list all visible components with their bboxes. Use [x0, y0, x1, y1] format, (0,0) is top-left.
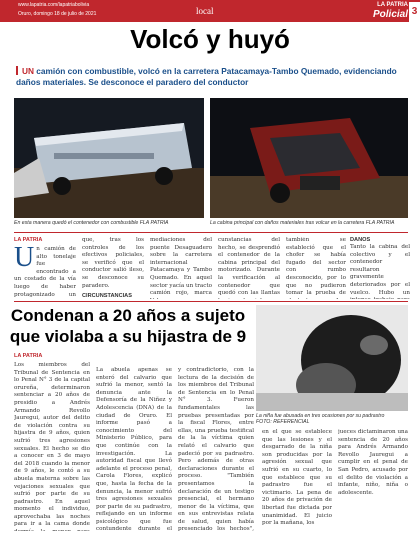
brand-section: Policial [372, 9, 408, 20]
story2-title: Condenan a 20 años a sujeto que violaba a su hijastra de 9 [9, 306, 247, 346]
story2-col2 [96, 367, 172, 531]
lead-prefix: UN [22, 66, 34, 76]
lead-text: camión con combustible, volcó en la carretera Patacamaya-Tambo Quemado, evidenciando daños materiales. Se desconoce el paradero del conductor [16, 66, 397, 87]
story1-col4-text: cunstancias del hecho, se desprendió el contenedor de la cabina principal del motorizado. Durante la verificación al contenedor que quedó con las llantas [218, 237, 280, 297]
story2-col5-text: jueces dictaminaron una sentencia de 20 años para Andrés Armando Revollo Jauregui a cumplir en el penal de San Pedro, acusado por el delito de violación a infante, niño, niña o adolescente. [338, 429, 408, 496]
caption-right [210, 220, 410, 226]
divider-mid [14, 301, 408, 302]
story2-col3 [178, 367, 254, 531]
caption-girl-credit: FOTO: REFERENCIAL [256, 419, 310, 425]
caption-left-text: En esta manera quedó el contenedor con combustible [14, 220, 139, 226]
brand-name: LA PATRIA [377, 2, 408, 8]
story1-col1-text: n camión de alto tonelaje fue encontrado a un costado de la vía luego de haber protagonizado un [14, 246, 76, 298]
page-number: 3 [409, 2, 420, 22]
caption-girl-text: La niña fue abusada en tres ocasiones por su padrastro [256, 413, 385, 419]
story1-col2 [82, 237, 144, 299]
photo-damaged-cab [210, 98, 408, 218]
story1-title: Volcó y huyó [130, 24, 290, 54]
story1-col4 [218, 237, 280, 299]
divider-top [14, 232, 408, 233]
story2-col1-text: Los miembros del Tribunal de Sentencia en lo Penal N° 3 de la capital orureña, determinaron sentenciar a 20 años de presidio a Andrés Armando Revollo Jauregui, autor del delito de violación contra su hijastra de 9 años, quien sufrió tres agresiones sexuales. El hecho se dio a conocer en 3 de mayo del 2018 cuando la menor de 9 años, le contó a su abuela materna sobre las vejaciones sexuales que sufrió por parte de su padrastro. En aquel momento el individuo, aprovechaba las noches para ir a la cama donde [14, 362, 90, 528]
story1-col3 [150, 237, 212, 299]
caption-girl [256, 413, 408, 425]
page-header [0, 0, 420, 22]
story1-col6 [350, 237, 410, 299]
story2-col5 [338, 429, 408, 531]
subhead-circunstancias: CIRCUNSTANCIAS [82, 293, 132, 299]
story1-col5-text: también se estableció que el chofer se había fugado del sector con rumbo desconocido, por lo que no pudieron tomar la prueba de [286, 237, 346, 297]
caption-left-credit: FLA PATRIA [139, 220, 169, 226]
section-label: local [196, 6, 214, 16]
photo-girl [256, 305, 408, 411]
story1-col2-text: que, tras los controles de los efectivos policiales, se verificó que el conductor salió ileso, se desconoce su paradero. [82, 237, 144, 289]
story1-col3-text: mediaciones del puente Desaguadero sobre la carretera internacional Patacamaya y Tambo Quemado. En aquel sector yacía un tracto camión rojo, marca [150, 237, 212, 297]
site-url: www.lapatria.com/lapatriabolivia [18, 2, 90, 8]
caption-right-credit: FLA PATRIA [365, 220, 395, 226]
story2-col3-text: y contradictorio, con la lectura de la decisión de los miembros del Tribunal de Sentencia en lo Penal N° 3. Fueron fundamentales las pruebas presentadas por la fiscal Flores, entre ellas, una prueba testifical de la la víctima quien relató el calvario que padeció por su padrastro. Pero además de otras declaraciones durante el proceso. "También presentamos la declaración de un testigo presencial, el hermano menor de la víctima, que en sus entrevistas relata de salud, quien había presenciado los hechos", [178, 367, 254, 531]
caption-right-text: La cabina principal con daños materiales tras volcar en la carretera [210, 220, 365, 226]
issue-date: Oruro, domingo 18 de julio de 2021 [18, 11, 97, 17]
story2-col2-text: La abuela apenas se enteró del calvario que sufrió la menor, sentó la denuncia ante la Defensoría de la Niñez y Adolescencia (DNA) de la ciudad de Oruro. El informe pasó a conocimiento del Ministerio Público, para que continúe con la investigación. La autoridad fiscal que llevó adelante el proceso penal, Carola Flores, explicó que, hasta la fecha de la denuncia, la menor sufrió tres agresiones sexuales por parte de su padrastro, reflejando en un informe psicológico que fue contundente durante el [96, 367, 172, 531]
story2-byline: LA PATRIA [14, 353, 43, 359]
story1-col1 [14, 237, 76, 299]
lead-bar-icon [16, 66, 18, 75]
story2-col1 [14, 353, 90, 531]
story2-col4 [262, 429, 332, 531]
photo-overturned-tanker [14, 98, 204, 218]
story1-col6-text: Tanto la cabina del colectivo y el contenedor resultaron gravemente deteriorados por el vuelco. Hubo un [350, 244, 410, 296]
story2-col4-text: en el que se establece que las lesiones y el desgarrado de la niña son producidas por la agresión sexual que sufrió en su cuarto, lo que establece que su padrastro fue el victimario. La pena de 20 años de privación de libertad fue dictada por unanimidad. El juicio por la mañana, los [262, 429, 332, 527]
story1-byline: LA PATRIA [14, 237, 43, 243]
caption-left [14, 220, 214, 226]
story1-col5 [286, 237, 346, 299]
dropcap: U [14, 242, 35, 273]
story1-lead [16, 66, 406, 88]
subhead-danos: DAÑOS [350, 237, 371, 243]
